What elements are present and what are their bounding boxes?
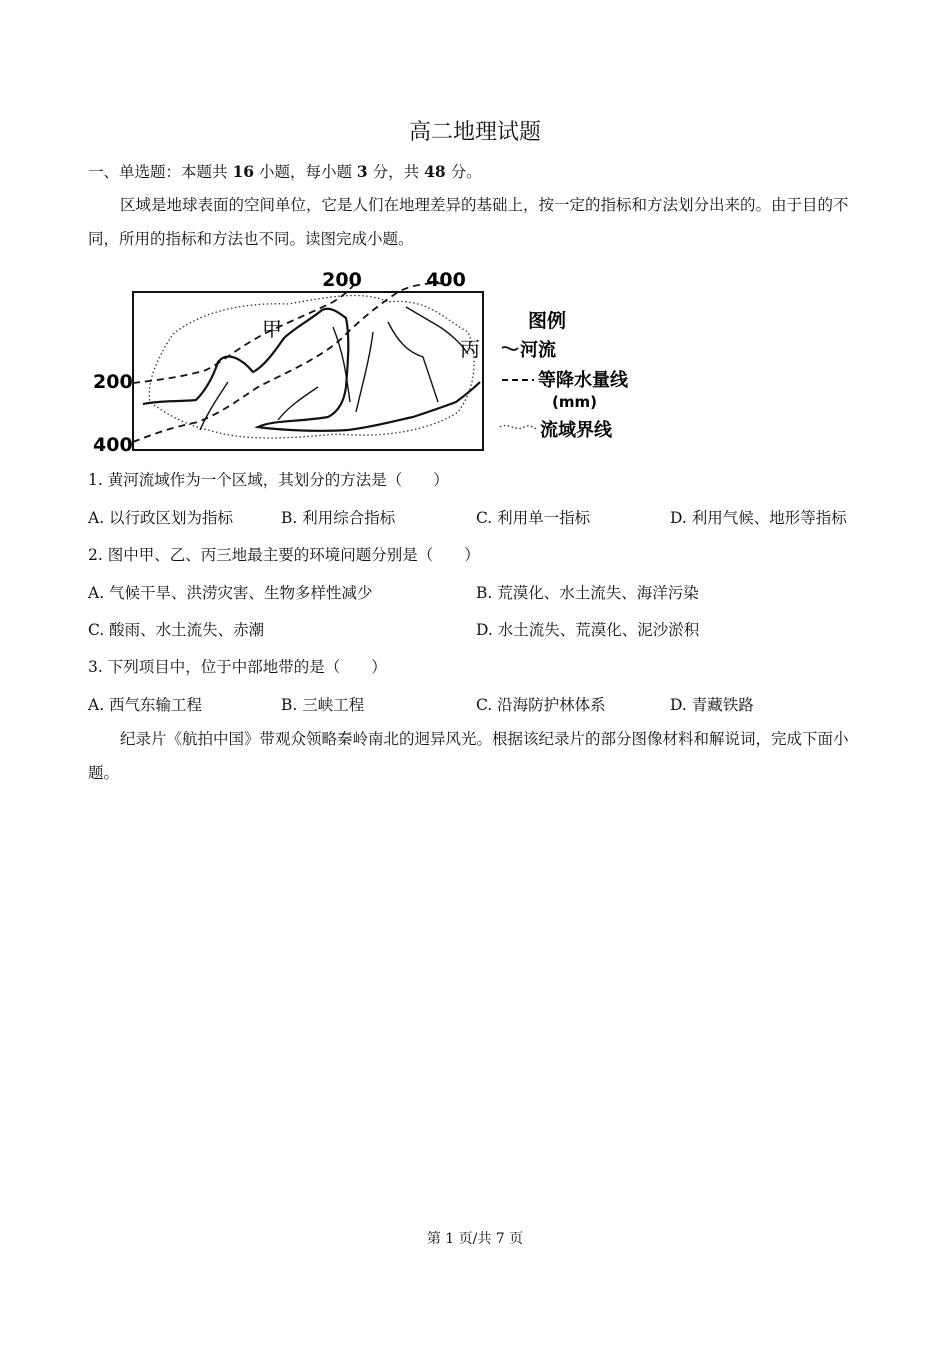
place-bing: 丙 <box>460 337 480 361</box>
legend-boundary: 流域界线 <box>540 420 612 441</box>
section-heading <box>88 160 482 182</box>
q1-option-c: C. 利用单一指标 <box>476 509 591 527</box>
map-label-top-400: 400 <box>426 269 466 291</box>
q1-option-a: A. 以行政区划为指标 <box>88 509 234 527</box>
total-points: 48 <box>424 162 446 181</box>
q3-option-a: A. 西气东输工程 <box>88 696 203 714</box>
legend-boundary-symbol <box>500 426 538 430</box>
map-frame <box>133 292 483 450</box>
section-text-1: 一、单选题：本题共 <box>88 163 228 181</box>
map-label-top-200: 200 <box>322 269 362 291</box>
place-jia: 甲 <box>262 317 282 341</box>
q3-option-d: D. 青藏铁路 <box>670 696 754 714</box>
yellow-river-basin-map <box>88 262 648 462</box>
isohyet-200 <box>133 282 356 383</box>
section-text-4: 分。 <box>450 163 482 181</box>
question-2-stem: 2. 图中甲、乙、丙三地最主要的环境问题分别是（ ） <box>88 546 480 564</box>
q2-option-b: B. 荒漠化、水土流失、海洋污染 <box>476 584 699 602</box>
q1-option-d: D. 利用气候、地形等指标 <box>670 509 847 527</box>
tributary <box>356 332 373 412</box>
q2-option-d: D. 水土流失、荒漠化、泥沙淤积 <box>476 621 700 639</box>
question-1-stem: 1. 黄河流域作为一个区域，其划分的方法是（ ） <box>88 471 449 489</box>
points-each: 3 <box>356 162 368 181</box>
q3-option-c: C. 沿海防护林体系 <box>476 696 606 714</box>
tributary <box>388 322 438 402</box>
legend-river: 河流 <box>520 340 556 361</box>
page-footer: 第 1 页/共 7 页 <box>426 1231 524 1247</box>
q1-option-b: B. 利用综合指标 <box>281 509 396 527</box>
q2-option-a: A. 气候干旱、洪涝灾害、生物多样性减少 <box>88 584 373 602</box>
main-river <box>143 309 480 431</box>
legend-river-symbol <box>502 347 518 350</box>
page-title: 高二地理试题 <box>408 120 541 145</box>
map-label-left-200: 200 <box>93 371 133 393</box>
question-3-stem: 3. 下列项目中，位于中部地带的是（ ） <box>88 658 387 676</box>
section-text-2: 小题，每小题 <box>258 163 352 181</box>
section-text-3: 分，共 <box>372 163 420 181</box>
intro-paragraph-1: 区域是地球表面的空间单位，它是人们在地理差异的基础上，按一定的指标和方法划分出来的。由于目的不同，所用的指标和方法也不同。读图完成小题。 <box>88 196 849 248</box>
tributary <box>406 307 468 354</box>
map-label-left-400: 400 <box>93 434 133 456</box>
legend-title: 图例 <box>528 310 567 332</box>
q3-option-b: B. 三峡工程 <box>281 696 365 714</box>
intro-paragraph-2: 纪录片《航拍中国》带观众领略秦岭南北的迥异风光。根据该纪录片的部分图像材料和解说词，完成下面小题。 <box>88 730 849 782</box>
legend-unit: (mm) <box>552 393 597 411</box>
legend-isohyet: 等降水量线 <box>538 370 628 391</box>
question-count: 16 <box>232 162 255 181</box>
q2-option-c: C. 酸雨、水土流失、赤潮 <box>88 621 265 639</box>
isohyet-400 <box>133 283 448 442</box>
tributary <box>278 387 318 420</box>
